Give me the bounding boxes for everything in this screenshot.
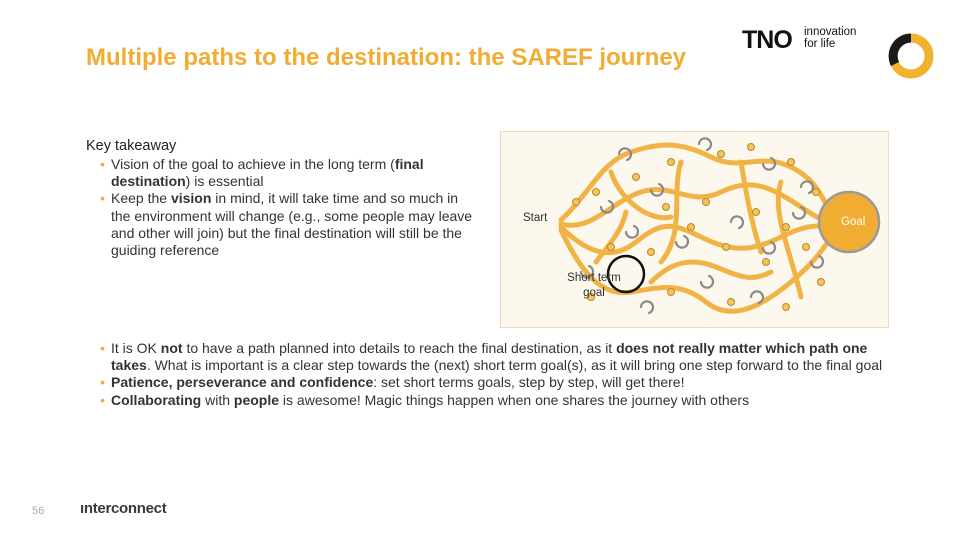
more-takeaways-list [86,340,906,409]
key-takeaway-heading: Key takeaway [86,138,177,154]
bullet-item [86,340,906,374]
slide-title: Multiple paths to the destination: the SAREF journey [86,44,687,71]
bullet-text: It is OK [111,340,161,356]
bullet-text: in mind, it will take time and so much in the environment will change (e.g., some people may leave and other will join) but the final destination will still be the guiding reference [111,190,473,259]
key-takeaway-section [86,138,476,259]
interconnect-logo: ınterconnect [80,500,167,517]
tno-logo [742,26,872,54]
start-label: Start [523,212,548,224]
bullet-item [86,190,476,259]
bullet-text: Vision of the goal to achieve in the long term ( [111,156,395,172]
more-takeaways-section [86,340,906,409]
tno-logo-mark: TNO [742,26,792,54]
bullet-emphasis: people [233,391,280,408]
bullet-item [86,392,906,409]
brand-ring-icon [886,31,936,81]
bullet-text: ) is essential [185,173,264,190]
journey-diagram [500,131,889,328]
bullet-emphasis: vision [170,190,212,207]
bullet-item [86,374,906,391]
short-term-goal-label: Short term goal [567,272,621,299]
bullet-emphasis: final destination [111,156,424,190]
bullet-item [86,156,476,190]
bullet-emphasis: Collaborating [111,391,202,408]
bullet-emphasis: does not really matter which path one takes [111,340,868,374]
goal-label: Goal [841,216,866,228]
bullet-text: to have a path planned into details to reach the final destination, as it [182,340,617,356]
bullet-emphasis: not [160,340,183,356]
key-takeaway-list [86,156,476,259]
bullet-emphasis: Patience, perseverance and confidence [111,374,374,391]
tno-logo-tagline: innovation for life [804,26,857,50]
bullet-text: . What is important is a clear step towards the (next) short term goal(s), as it will bring one step forward to the final goal [146,357,883,374]
bullet-text: with [201,391,234,408]
bullet-text: is awesome! Magic things happen when one shares the journey with others [279,391,750,408]
bullet-text: : set short terms goals, step by step, will get there! [373,374,685,391]
bullet-text: Keep the [111,190,171,207]
page-number: 56 [32,505,45,517]
